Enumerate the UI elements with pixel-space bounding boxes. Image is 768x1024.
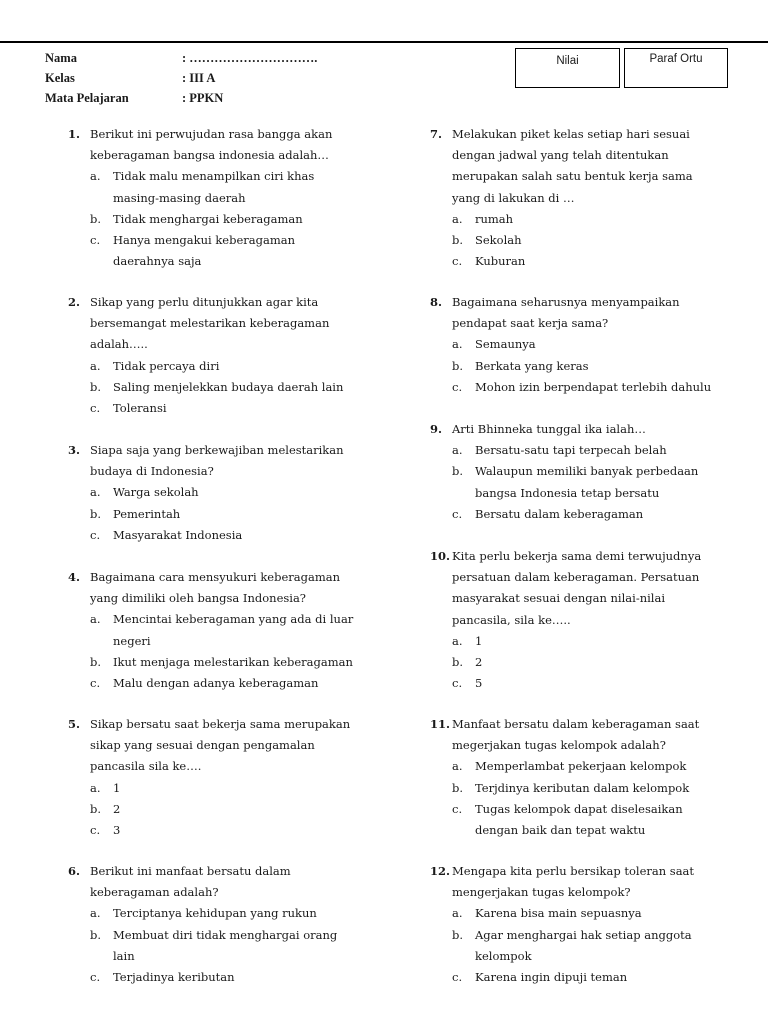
option-letter: a.: [90, 169, 101, 184]
option-letter: c.: [452, 970, 463, 985]
answer-option: [430, 377, 711, 398]
option-letter-spacer: [452, 946, 475, 967]
option-text: Tidak percaya diri: [113, 358, 220, 373]
answer-option: [68, 925, 337, 946]
option-letter: c.: [452, 506, 463, 521]
option-text: Semaunya: [475, 337, 536, 352]
question-5: [68, 714, 350, 841]
question-number-spacer: [430, 882, 452, 903]
option-letter-spacer: [452, 820, 475, 841]
option-text: Masyarakat Indonesia: [113, 527, 243, 542]
question-line: [68, 567, 353, 588]
question-number-spacer: [430, 313, 452, 334]
question-line: [68, 756, 350, 777]
question-number-spacer: [68, 145, 90, 166]
question-line: [68, 292, 343, 313]
answer-option: [68, 398, 343, 419]
option-text: Terciptanya kehidupan yang rukun: [113, 906, 317, 921]
answer-option: [430, 334, 711, 355]
question-text: Melakukan piket kelas setiap hari sesuai: [452, 127, 690, 141]
question-3: [68, 440, 344, 546]
question-number-spacer: [430, 166, 452, 187]
option-text: Mohon izin berpendapat terlebih dahulu: [475, 379, 712, 394]
question-number: 11.: [430, 717, 451, 731]
option-letter: c.: [452, 801, 463, 816]
option-text: Toleransi: [113, 401, 167, 416]
option-letter: a.: [452, 633, 463, 648]
answer-option: [430, 356, 711, 377]
question-number: 9.: [430, 422, 443, 436]
option-text: Memperlambat pekerjaan kelompok: [475, 759, 687, 774]
option-text: Mencintai keberagaman yang ada di luar: [113, 612, 354, 627]
question-line: [430, 882, 694, 903]
option-letter-spacer: [90, 946, 113, 967]
answer-option: [430, 440, 698, 461]
subject-label: Mata Pelajaran: [45, 90, 129, 105]
option-text: Hanya mengakui keberagaman: [113, 233, 296, 248]
question-line: [430, 166, 693, 187]
question-10: [430, 546, 701, 694]
question-text: pendapat saat kerja sama?: [452, 316, 609, 331]
class-label: Kelas: [45, 70, 75, 85]
question-text: pancasila sila ke….: [90, 759, 202, 774]
question-line: [68, 882, 337, 903]
answer-option: [68, 778, 350, 799]
option-text: 2: [475, 655, 483, 670]
option-text: Kuburan: [475, 254, 526, 269]
class-value: : III A: [182, 70, 216, 85]
question-9: [430, 419, 698, 525]
question-line: [430, 567, 701, 588]
option-text: Agar menghargai hak setiap anggota: [475, 927, 692, 942]
question-text: pancasila, sila ke…..: [452, 612, 571, 627]
option-letter: b.: [452, 464, 464, 479]
option-text: Tidak malu menampilkan ciri khas: [113, 169, 315, 184]
question-number-spacer: [68, 735, 90, 756]
question-text: Arti Bhinneka tunggal ika ialah…: [452, 422, 646, 436]
answer-option: [68, 799, 350, 820]
question-number-spacer: [68, 334, 90, 355]
option-text: kelompok: [475, 948, 532, 963]
question-text: budaya di Indonesia?: [90, 464, 214, 479]
option-letter: a.: [90, 612, 101, 627]
option-letter: a.: [90, 485, 101, 500]
option-letter-spacer: [90, 251, 113, 272]
question-2: [68, 292, 343, 419]
question-line: [68, 461, 344, 482]
answer-option: [68, 209, 332, 230]
question-number: 2.: [68, 295, 81, 309]
question-number: 6.: [68, 864, 81, 878]
question-text: Mengapa kita perlu bersikap toleran saat: [452, 864, 695, 878]
question-line: [430, 313, 711, 334]
question-line: [68, 714, 350, 735]
option-letter: b.: [90, 927, 102, 942]
name-value: : ………………………….: [182, 50, 318, 65]
question-text: megerjakan tugas kelompok adalah?: [452, 738, 666, 753]
name-label: Nama: [45, 50, 77, 65]
question-number: 5.: [68, 717, 81, 731]
question-text: dengan jadwal yang telah ditentukan: [452, 148, 669, 163]
option-letter: b.: [452, 358, 464, 373]
option-text: Berkata yang keras: [475, 358, 589, 373]
question-number: 7.: [430, 127, 443, 141]
question-text: mengerjakan tugas kelompok?: [452, 885, 631, 900]
option-text: dengan baik dan tepat waktu: [475, 823, 646, 838]
answer-option: [68, 903, 337, 924]
answer-option: [68, 946, 337, 967]
option-text: Tidak menghargai keberagaman: [113, 211, 303, 226]
question-text: bersemangat melestarikan keberagaman: [90, 316, 330, 331]
answer-option: [430, 631, 701, 652]
question-text: Sikap bersatu saat bekerja sama merupakan: [90, 717, 351, 731]
question-text: Sikap yang perlu ditunjukkan agar kita: [90, 295, 319, 309]
option-letter: b.: [452, 233, 464, 248]
answer-option: [430, 230, 693, 251]
question-6: [68, 861, 337, 988]
answer-option: [430, 820, 699, 841]
option-letter: a.: [452, 443, 463, 458]
question-text: yang di lakukan di …: [452, 190, 575, 205]
question-text: Berikut ini perwujudan rasa bangga akan: [90, 127, 333, 141]
question-text: yang dimiliki oleh bangsa Indonesia?: [90, 591, 306, 606]
question-line: [430, 188, 693, 209]
question-text: keberagaman bangsa indonesia adalah…: [90, 148, 329, 163]
option-letter: b.: [90, 654, 102, 669]
question-line: [430, 292, 711, 313]
question-12: [430, 861, 694, 988]
option-text: Terjadinya keributan: [113, 970, 235, 985]
question-line: [430, 588, 701, 609]
question-1: [68, 124, 332, 272]
score-box: [515, 48, 620, 88]
question-number-spacer: [68, 882, 90, 903]
option-letter: a.: [452, 906, 463, 921]
question-number-spacer: [430, 610, 452, 631]
option-letter-spacer: [452, 483, 475, 504]
answer-option: [430, 799, 699, 820]
question-line: [430, 610, 701, 631]
option-text: Pemerintah: [113, 506, 181, 521]
question-text: adalah…..: [90, 337, 148, 352]
question-number-spacer: [430, 188, 452, 209]
option-letter: a.: [90, 906, 101, 921]
score-box-label: Nilai: [556, 55, 579, 67]
option-letter: c.: [90, 676, 101, 691]
answer-option: [430, 504, 698, 525]
answer-option: [430, 967, 694, 988]
option-text: Tugas kelompok dapat diselesaikan: [475, 801, 683, 816]
answer-option: [68, 482, 344, 503]
answer-option: [430, 925, 694, 946]
question-11: [430, 714, 699, 841]
name-row: [45, 48, 317, 68]
question-text: keberagaman adalah?: [90, 885, 219, 900]
question-number: 12.: [430, 864, 451, 878]
question-number: 8.: [430, 295, 443, 309]
question-line: [430, 735, 699, 756]
question-line: [430, 124, 693, 145]
option-letter: c.: [90, 233, 101, 248]
option-text: Terjdinya keributan dalam kelompok: [475, 780, 690, 795]
answer-option: [68, 609, 353, 630]
option-text: 1: [475, 633, 483, 648]
question-number: 3.: [68, 443, 81, 457]
option-text: 5: [475, 676, 483, 691]
answer-option: [430, 673, 701, 694]
question-line: [430, 714, 699, 735]
answer-option: [430, 251, 693, 272]
option-text: lain: [113, 948, 135, 963]
question-number-spacer: [430, 145, 452, 166]
option-letter: c.: [452, 379, 463, 394]
option-text: Karena bisa main sepuasnya: [475, 906, 642, 921]
option-letter: b.: [452, 927, 464, 942]
option-text: Bersatu-satu tapi terpecah belah: [475, 443, 667, 458]
subject-value: : PPKN: [182, 90, 224, 105]
answer-option: [68, 820, 350, 841]
option-letter: c.: [90, 527, 101, 542]
question-line: [430, 546, 701, 567]
option-letter: b.: [90, 211, 102, 226]
student-info: [45, 48, 317, 108]
question-text: Bagaimana seharusnya menyampaikan: [452, 295, 680, 309]
option-text: Membuat diri tidak menghargai orang: [113, 927, 338, 942]
option-letter: a.: [452, 337, 463, 352]
answer-option: [68, 967, 337, 988]
question-line: [68, 334, 343, 355]
question-text: Manfaat bersatu dalam keberagaman saat: [452, 717, 700, 731]
option-letter: c.: [90, 970, 101, 985]
option-text: 1: [113, 780, 121, 795]
question-text: persatuan dalam keberagaman. Persatuan: [452, 570, 700, 585]
option-letter: b.: [452, 780, 464, 795]
question-text: Berikut ini manfaat bersatu dalam: [90, 864, 291, 878]
question-text: masyarakat sesuai dengan nilai-nilai: [452, 591, 666, 606]
answer-option: [68, 356, 343, 377]
question-4: [68, 567, 353, 694]
question-number-spacer: [68, 461, 90, 482]
option-letter-spacer: [90, 188, 113, 209]
answer-option: [430, 778, 699, 799]
top-rule: [0, 41, 768, 43]
option-letter: a.: [90, 358, 101, 373]
question-text: sikap yang sesuai dengan pengamalan: [90, 738, 315, 753]
question-text: Siapa saja yang berkewajiban melestarikan: [90, 443, 344, 457]
question-line: [68, 124, 332, 145]
question-line: [68, 313, 343, 334]
question-number: 10.: [430, 549, 451, 563]
option-text: Bersatu dalam keberagaman: [475, 506, 644, 521]
parent-signature-label: Paraf Ortu: [649, 53, 703, 65]
question-text: Kita perlu bekerja sama demi terwujudnya: [452, 549, 702, 563]
answer-option: [68, 525, 344, 546]
answer-option: [68, 188, 332, 209]
option-letter: b.: [90, 379, 102, 394]
answer-option: [430, 483, 698, 504]
answer-option: [68, 631, 353, 652]
question-number-spacer: [68, 313, 90, 334]
question-line: [68, 588, 353, 609]
answer-option: [68, 673, 353, 694]
option-text: Karena ingin dipuji teman: [475, 970, 628, 985]
question-line: [68, 861, 337, 882]
option-letter: a.: [452, 759, 463, 774]
question-line: [68, 440, 344, 461]
question-line: [430, 145, 693, 166]
parent-signature-box: [624, 48, 728, 88]
subject-row: [45, 88, 317, 108]
answer-option: [430, 209, 693, 230]
answer-option: [68, 652, 353, 673]
answer-option: [68, 377, 343, 398]
question-8: [430, 292, 711, 398]
question-7: [430, 124, 693, 272]
answer-option: [430, 756, 699, 777]
answer-option: [68, 230, 332, 251]
answer-option: [430, 652, 701, 673]
option-letter: a.: [90, 780, 101, 795]
question-line: [68, 145, 332, 166]
option-letter: c.: [90, 823, 101, 838]
question-number-spacer: [430, 735, 452, 756]
option-text: 2: [113, 801, 121, 816]
option-letter-spacer: [90, 631, 113, 652]
answer-option: [68, 166, 332, 187]
answer-option: [68, 251, 332, 272]
question-line: [430, 861, 694, 882]
option-text: Warga sekolah: [113, 485, 199, 500]
question-number-spacer: [68, 588, 90, 609]
answer-option: [430, 946, 694, 967]
option-letter: c.: [452, 676, 463, 691]
option-letter: c.: [452, 254, 463, 269]
question-number: 1.: [68, 127, 81, 141]
question-text: merupakan salah satu bentuk kerja sama: [452, 169, 693, 184]
option-letter: b.: [90, 801, 102, 816]
option-letter: b.: [90, 506, 102, 521]
option-letter: a.: [452, 211, 463, 226]
answer-option: [68, 504, 344, 525]
option-text: daerahnya saja: [113, 254, 202, 269]
question-line: [68, 735, 350, 756]
question-number-spacer: [430, 588, 452, 609]
option-text: Ikut menjaga melestarikan keberagaman: [113, 654, 353, 669]
question-number-spacer: [430, 567, 452, 588]
answer-option: [430, 903, 694, 924]
option-text: Malu dengan adanya keberagaman: [113, 676, 319, 691]
class-row: [45, 68, 317, 88]
question-line: [430, 419, 698, 440]
option-text: Walaupun memiliki banyak perbedaan: [475, 464, 699, 479]
option-text: negeri: [113, 633, 151, 648]
question-number-spacer: [68, 756, 90, 777]
option-letter: b.: [452, 655, 464, 670]
option-text: masing-masing daerah: [113, 190, 246, 205]
question-text: Bagaimana cara mensyukuri keberagaman: [90, 570, 340, 584]
option-letter: c.: [90, 401, 101, 416]
question-number: 4.: [68, 570, 81, 584]
answer-option: [430, 461, 698, 482]
option-text: rumah: [475, 211, 514, 226]
option-text: bangsa Indonesia tetap bersatu: [475, 485, 660, 500]
option-text: 3: [113, 823, 121, 838]
option-text: Sekolah: [475, 233, 522, 248]
option-text: Saling menjelekkan budaya daerah lain: [113, 379, 344, 394]
